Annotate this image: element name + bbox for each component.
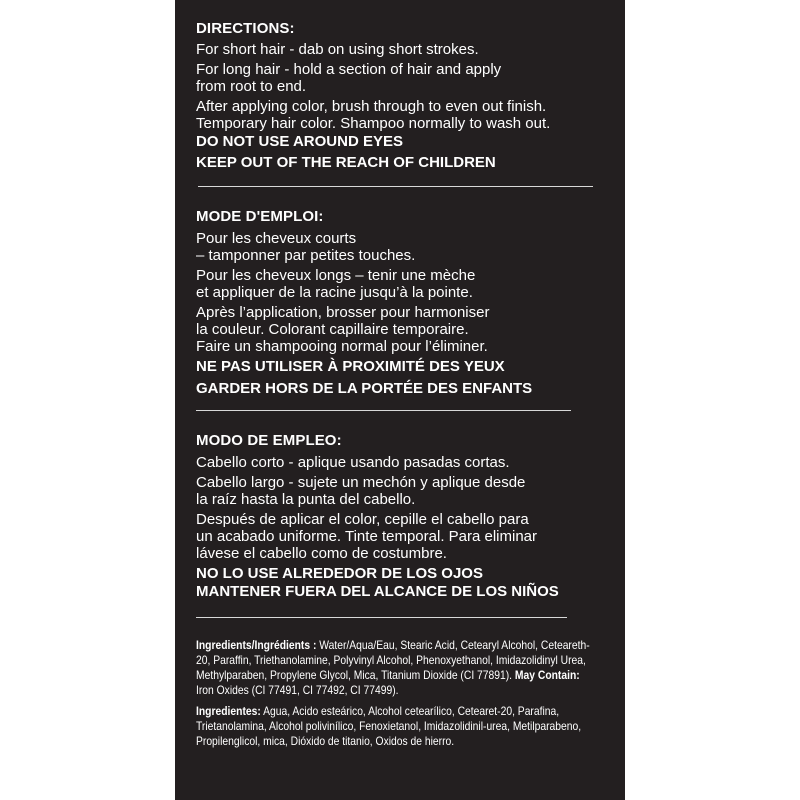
spanish-heading: MODO DE EMPLEO: bbox=[196, 432, 342, 449]
french-heading: MODE D'EMPLOI: bbox=[196, 208, 324, 225]
english-short-hair: For short hair - dab on using short strokes. bbox=[196, 41, 479, 58]
spanish-short-hair: Cabello corto - aplique usando pasadas cortas. bbox=[196, 454, 510, 471]
english-after-color: After applying color, brush through to even out finish. Temporary hair color. Shampoo normally to wash out. bbox=[196, 98, 551, 132]
french-children-warning: GARDER HORS DE LA PORTÉE DES ENFANTS bbox=[196, 380, 533, 397]
spanish-children-warning: MANTENER FUERA DEL ALCANCE DE LOS NIÑOS bbox=[196, 583, 559, 600]
divider bbox=[198, 186, 593, 187]
ingredients-spanish: Ingredientes: Agua, Acido esteárico, Alcohol cetearílico, Cetearet-20, Parafina, Trietanolamina, Alcohol polivinílico, Fenoxietanol, Imidazolidinil-urea, Metilparabeno, Propilenglicol, mica, Dióxido de titanio, Oxidos de hierro. bbox=[196, 704, 582, 748]
spanish-directions bbox=[196, 432, 607, 601]
spanish-long-hair: Cabello largo - sujete un mechón y aplique desde la raíz hasta la punta del cabello. bbox=[196, 474, 526, 508]
french-eye-warning: NE PAS UTILISER À PROXIMITÉ DES YEUX bbox=[196, 358, 505, 375]
english-eye-warning: DO NOT USE AROUND EYES bbox=[196, 133, 403, 150]
french-short-hair: Pour les cheveux courts – tamponner par petites touches. bbox=[196, 230, 416, 264]
french-after-color: Après l’application, brosser pour harmoniser la couleur. Colorant capillaire temporaire. Faire un shampooing normal pour l’éliminer. bbox=[196, 304, 490, 355]
ingredients-english-french: Ingredients/Ingrédients : Water/Aqua/Eau, Stearic Acid, Cetearyl Alcohol, Ceteareth-20, Paraffin, Triethanolamine, Polyvinyl Alcohol, Phenoxyethanol, Imidazolidinyl Urea, Methylparaben, Propylene Glycol, Mica, Titanium Dioxide (CI 77891). May Contain: Iron Oxides (CI 77491, CI 77492, CI 77499). bbox=[196, 638, 590, 697]
divider bbox=[196, 617, 567, 618]
english-long-hair: For long hair - hold a section of hair and apply from root to end. bbox=[196, 61, 502, 95]
english-heading: DIRECTIONS: bbox=[196, 20, 295, 37]
label-panel bbox=[175, 0, 625, 800]
english-children-warning: KEEP OUT OF THE REACH OF CHILDREN bbox=[196, 154, 496, 171]
english-directions bbox=[196, 20, 607, 172]
spanish-eye-warning: NO LO USE ALREDEDOR DE LOS OJOS bbox=[196, 565, 483, 582]
divider bbox=[196, 410, 571, 411]
french-long-hair: Pour les cheveux longs – tenir une mèche et appliquer de la racine jusqu’à la pointe. bbox=[196, 267, 476, 301]
ingredients bbox=[196, 638, 607, 749]
french-directions bbox=[196, 208, 607, 398]
spanish-after-color: Después de aplicar el color, cepille el cabello para un acabado uniforme. Tinte temporal. Para eliminar lávese el cabello como de costumbre. bbox=[196, 511, 538, 562]
